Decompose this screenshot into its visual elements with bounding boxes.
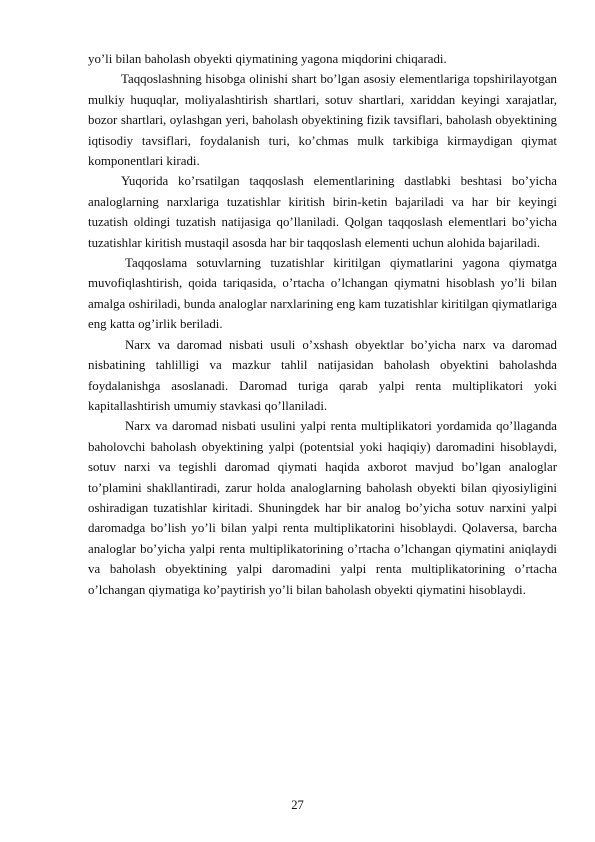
paragraph-comparison-elements: Taqqoslashning hisobga olinishi shart bo’lgan asosiy elementlariga topshirilayotgan mulkiy huquqlar, moliyalashtirish shartlari, sotuv shartlari, xariddan keyingi xarajatlar, bozor shartlari, oylashgan yeri, baholash obyektining fizik tavsiflari, baholash obyektining iqtisodiy tavsiflari, foydalanish turi, ko’chmas mulk tarkibiga kirmaydigan qiymat komponentlari kiradi. bbox=[88, 72, 557, 169]
body-text bbox=[88, 49, 557, 600]
paragraph-gross-rent-multiplier: Narx va daromad nisbati usulini yalpi renta multiplikatori yordamida qo’llaganda baholovchi baholash obyektining yalpi (potentsial yoki haqiqiy) daromadini hisoblaydi, sotuv narxi va tegishli daromad qiymati haqida axborot mavjud bo’lgan analoglar to’plamini shakllantiradi, zarur holda analoglarning baholash obyekti bilan qiyosiyligini oshiradigan tuzatishlar kiritadi. Shuningdek har bir analog bo’yicha sotuv narxini yalpi daromadga bo’lish yo’li bilan yalpi renta multiplikatorini hisoblaydi. Qolaversa, barcha analoglar bo’yicha yalpi renta multiplikatorining o’rtacha o’lchangan qiymatini aniqlaydi va baholash obyektining yalpi daromadini yalpi renta multiplikatorining o’rtacha o’lchangan qiymatiga ko’paytirish yo’li bilan baholash obyekti qiymatini hisoblaydi. bbox=[88, 419, 557, 597]
page-number: 27 bbox=[291, 798, 304, 812]
paragraph-continuation: yo’li bilan baholash obyekti qiymatining yagona miqdorini chiqaradi. bbox=[88, 52, 447, 66]
paragraph-weighted-average: Taqqoslama sotuvlarning tuzatishlar kiritilgan qiymatlarini yagona qiymatga muvofiqlashtirish, qoida tariqasida, o’rtacha o’lchangan qiymatni hisoblash yo’li bilan amalga oshiriladi, bunda analoglar narxlarining eng kam tuzatishlar kiritilgan qiymatlariga eng katta og’irlik beriladi. bbox=[88, 256, 557, 332]
paragraph-adjustment-order: Yuqorida ko’rsatilgan taqqoslash elementlarining dastlabki beshtasi bo’yicha analoglarning narxlariga tuzatishlar kiritish birin-ketin bajariladi va har bir keyingi tuzatish oldingi tuzatish natijasiga qo’llaniladi. Qolgan taqqoslash elementlari bo’yicha tuzatishlar kiritish mustaqil asosda har bir taqqoslash elementi uchun alohida bajariladi. bbox=[88, 174, 557, 250]
paragraph-price-income-method: Narx va daromad nisbati usuli o’xshash obyektlar bo’yicha narx va daromad nisbatining tahlilligi va mazkur tahlil natijasidan baholash obyektini baholashda foydalanishga asoslanadi. Daromad turiga qarab yalpi renta multiplikatori yoki kapitallashtirish umumiy stavkasi qo’llaniladi. bbox=[88, 337, 557, 413]
